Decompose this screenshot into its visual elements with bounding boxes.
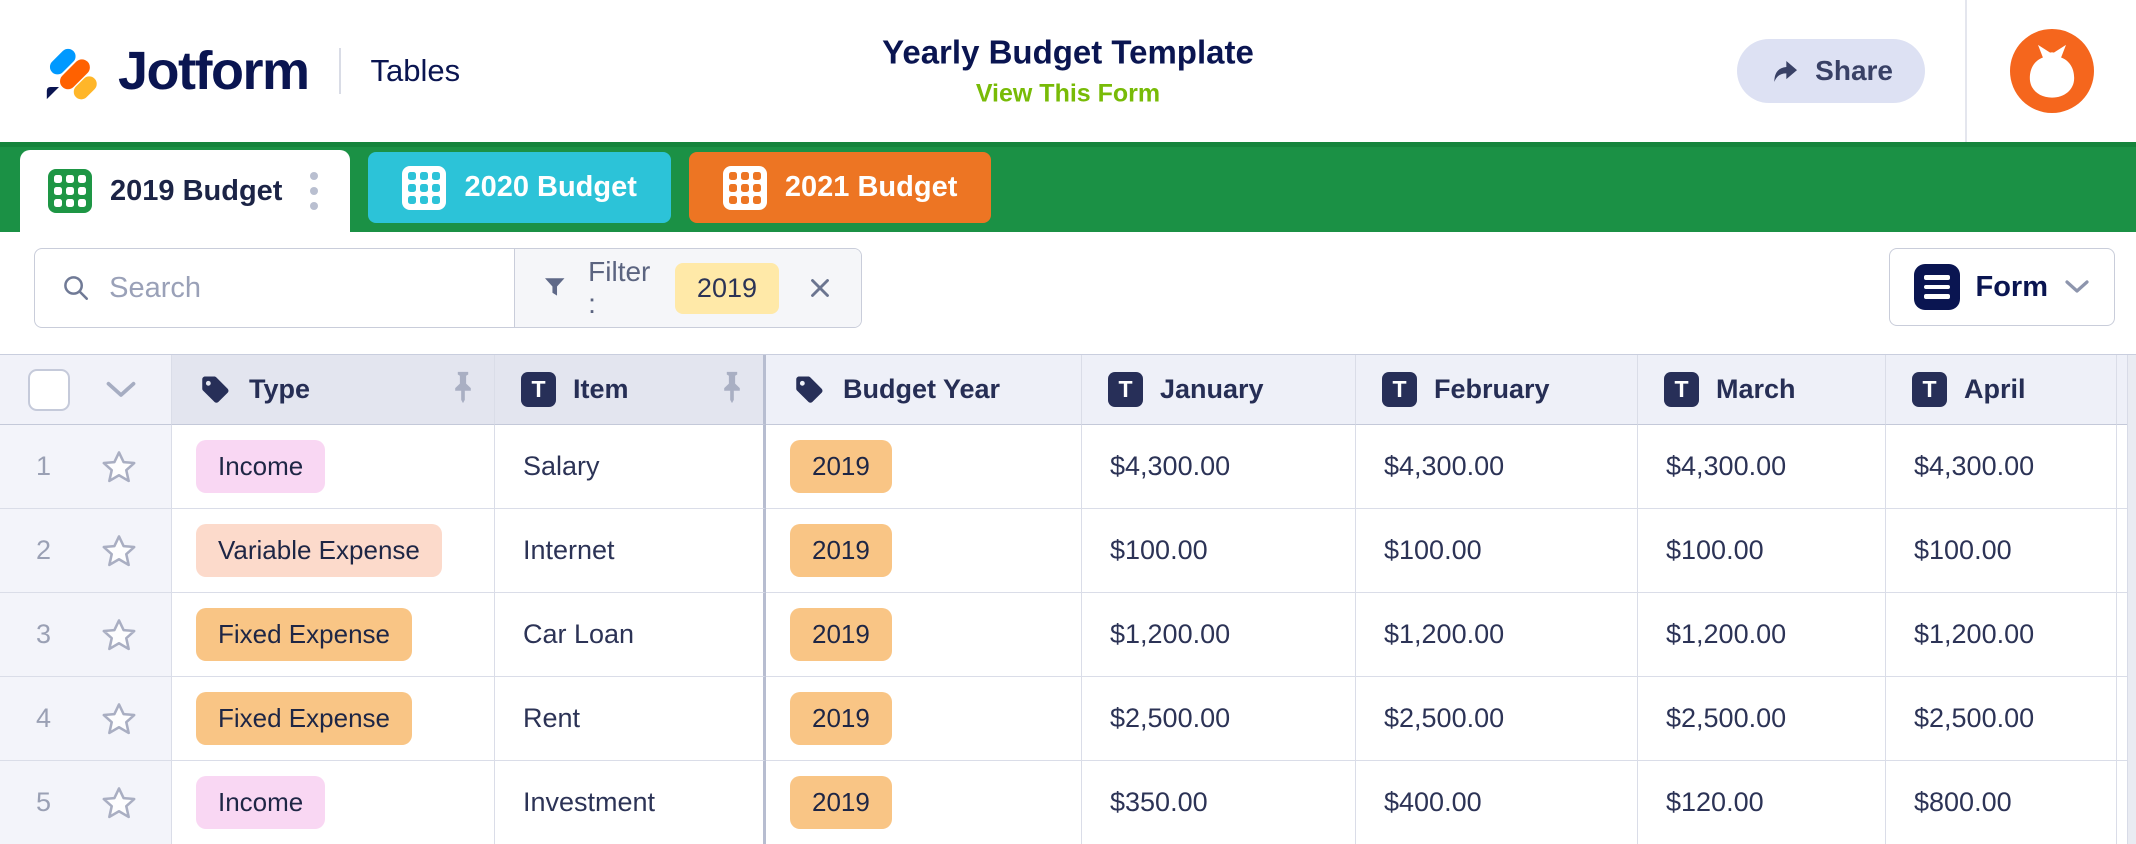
cell-type[interactable] xyxy=(172,593,495,677)
cell-budget-year[interactable] xyxy=(766,425,1082,509)
column-header-april[interactable] xyxy=(1886,355,2117,425)
cell-item[interactable]: Car Loan xyxy=(495,593,766,677)
chevron-down-icon xyxy=(2064,279,2090,295)
sheet-tab-bar xyxy=(0,142,2136,232)
tab-2020-budget[interactable] xyxy=(368,152,670,223)
year-badge: 2019 xyxy=(790,608,892,661)
text-icon: T xyxy=(1382,372,1417,407)
column-header-item[interactable] xyxy=(495,355,766,425)
filter-value-chip[interactable]: 2019 xyxy=(675,263,779,314)
table-grid-icon xyxy=(723,166,767,210)
share-icon xyxy=(1769,55,1801,87)
cell-april[interactable]: $800.00 xyxy=(1886,761,2117,844)
cell-type[interactable] xyxy=(172,425,495,509)
cell-february[interactable]: $2,500.00 xyxy=(1356,677,1638,761)
table-toolbar xyxy=(0,232,2136,354)
search-input[interactable] xyxy=(109,272,488,305)
form-icon xyxy=(1914,264,1960,310)
cell-march[interactable]: $120.00 xyxy=(1638,761,1886,844)
cell-april[interactable]: $1,200.00 xyxy=(1886,593,2117,677)
column-header-type[interactable] xyxy=(172,355,495,425)
column-header-budget-year[interactable] xyxy=(766,355,1082,425)
cell-february[interactable]: $1,200.00 xyxy=(1356,593,1638,677)
column-header-february[interactable] xyxy=(1356,355,1638,425)
share-button[interactable] xyxy=(1737,39,1925,103)
cell-budget-year[interactable] xyxy=(766,677,1082,761)
column-label: Budget Year xyxy=(843,374,1001,404)
row-handle-cell xyxy=(0,509,172,593)
cell-item[interactable]: Internet xyxy=(495,509,766,593)
star-icon[interactable] xyxy=(100,616,138,654)
cell-budget-year[interactable] xyxy=(766,509,1082,593)
row-handle-cell xyxy=(0,593,172,677)
column-label: Type xyxy=(249,374,311,404)
cell-budget-year[interactable] xyxy=(766,761,1082,844)
cell-february[interactable]: $4,300.00 xyxy=(1356,425,1638,509)
text-icon: T xyxy=(1108,372,1143,407)
star-icon[interactable] xyxy=(100,532,138,570)
cell-type[interactable] xyxy=(172,509,495,593)
select-all-checkbox[interactable] xyxy=(28,369,70,411)
view-this-form-link[interactable]: View This Form xyxy=(975,79,1161,108)
table-grid-icon xyxy=(402,166,446,210)
cell-january[interactable]: $1,200.00 xyxy=(1082,593,1356,677)
type-badge: Income xyxy=(196,440,325,493)
brand-divider xyxy=(339,48,341,94)
form-button-label: Form xyxy=(1975,270,2048,303)
column-label: March xyxy=(1716,374,1796,404)
jotform-logo-icon xyxy=(44,41,104,101)
table-row xyxy=(0,509,2136,593)
cell-type[interactable] xyxy=(172,761,495,844)
text-icon: T xyxy=(521,372,556,407)
type-badge: Income xyxy=(196,776,325,829)
column-label: April xyxy=(1964,374,2026,404)
cell-march[interactable]: $2,500.00 xyxy=(1638,677,1886,761)
filter-icon xyxy=(541,272,568,304)
row-number: 3 xyxy=(36,619,52,649)
cell-january[interactable]: $350.00 xyxy=(1082,761,1356,844)
data-table xyxy=(0,354,2136,844)
text-icon: T xyxy=(1912,372,1947,407)
cell-march[interactable]: $1,200.00 xyxy=(1638,593,1886,677)
type-badge: Fixed Expense xyxy=(196,692,412,745)
table-row xyxy=(0,593,2136,677)
filter-box[interactable] xyxy=(514,249,861,327)
cell-march[interactable]: $100.00 xyxy=(1638,509,1886,593)
table-row xyxy=(0,677,2136,761)
row-number: 4 xyxy=(36,703,52,733)
pin-icon[interactable] xyxy=(450,370,476,409)
share-button-label: Share xyxy=(1815,55,1893,86)
page-title: Yearly Budget Template xyxy=(882,33,1254,71)
row-handle-cell xyxy=(0,761,172,844)
tag-icon xyxy=(198,373,232,407)
column-label: February xyxy=(1434,374,1550,404)
year-badge: 2019 xyxy=(790,440,892,493)
year-badge: 2019 xyxy=(790,524,892,577)
cell-january[interactable]: $100.00 xyxy=(1082,509,1356,593)
cell-budget-year[interactable] xyxy=(766,593,1082,677)
row-number: 1 xyxy=(36,451,52,481)
star-icon[interactable] xyxy=(100,448,138,486)
pin-icon[interactable] xyxy=(719,370,745,409)
brand-wordmark: Jotform xyxy=(118,41,309,101)
cell-february[interactable]: $400.00 xyxy=(1356,761,1638,844)
cell-march[interactable]: $4,300.00 xyxy=(1638,425,1886,509)
table-row xyxy=(0,761,2136,844)
chevron-down-icon[interactable] xyxy=(104,380,138,400)
year-badge: 2019 xyxy=(790,692,892,745)
type-badge: Fixed Expense xyxy=(196,608,412,661)
select-all-header-cell xyxy=(0,355,172,425)
jotform-logo[interactable] xyxy=(0,40,460,102)
tab-2021-budget[interactable] xyxy=(689,152,991,223)
year-badge: 2019 xyxy=(790,776,892,829)
tag-icon xyxy=(792,373,826,407)
cell-item[interactable]: Investment xyxy=(495,761,766,844)
cell-item[interactable]: Rent xyxy=(495,677,766,761)
column-header-march[interactable] xyxy=(1638,355,1886,425)
row-number: 2 xyxy=(36,535,52,565)
product-label: Tables xyxy=(370,53,461,88)
column-label: Item xyxy=(573,374,629,404)
row-number: 5 xyxy=(36,787,52,817)
tab-2019-budget[interactable] xyxy=(20,150,350,232)
cell-april[interactable]: $100.00 xyxy=(1886,509,2117,593)
search-filter-group xyxy=(34,248,862,328)
search-box[interactable] xyxy=(35,249,514,327)
app-header xyxy=(0,0,2136,142)
cell-item[interactable]: Salary xyxy=(495,425,766,509)
search-icon xyxy=(61,271,91,305)
star-icon[interactable] xyxy=(100,700,138,738)
table-row xyxy=(0,425,2136,509)
vertical-scrollbar[interactable] xyxy=(2127,355,2136,844)
form-view-button[interactable] xyxy=(1889,248,2116,326)
row-handle-cell xyxy=(0,425,172,509)
tab-options-menu-icon[interactable] xyxy=(300,166,328,216)
cell-april[interactable]: $2,500.00 xyxy=(1886,677,2117,761)
column-label: January xyxy=(1160,374,1264,404)
avatar-section xyxy=(1965,0,2136,142)
cell-january[interactable]: $2,500.00 xyxy=(1082,677,1356,761)
user-avatar[interactable] xyxy=(2010,29,2094,113)
text-icon: T xyxy=(1664,372,1699,407)
tab-label: 2019 Budget xyxy=(110,174,283,207)
cell-type[interactable] xyxy=(172,677,495,761)
row-handle-cell xyxy=(0,677,172,761)
cell-january[interactable]: $4,300.00 xyxy=(1082,425,1356,509)
cell-april[interactable]: $4,300.00 xyxy=(1886,425,2117,509)
cell-february[interactable]: $100.00 xyxy=(1356,509,1638,593)
tab-label: 2020 Budget xyxy=(464,171,637,203)
table-grid-icon xyxy=(48,169,92,213)
star-icon[interactable] xyxy=(100,784,138,822)
filter-close-icon[interactable] xyxy=(805,273,835,303)
type-badge: Variable Expense xyxy=(196,524,442,577)
column-header-january[interactable] xyxy=(1082,355,1356,425)
tab-label: 2021 Budget xyxy=(784,171,958,203)
table-header-row xyxy=(0,355,2136,425)
filter-label: Filter : xyxy=(588,256,651,319)
